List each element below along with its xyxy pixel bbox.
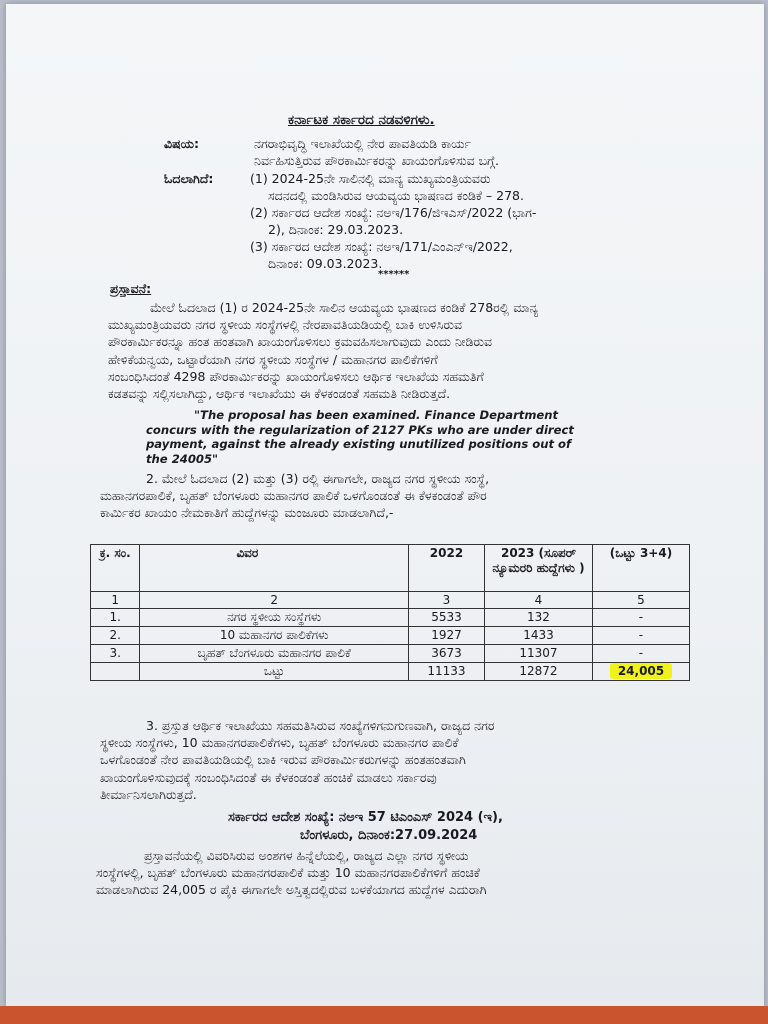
paragraph-3-line: 3. ಪ್ರಸ್ತುತ ಆರ್ಥಿಕ ಇಲಾಖೆಯು ಸಹಮತಿಸಿರುವ ಸಂಖ್ಯೆಗಳಿಗನುಗುಣವಾಗಿ, ರಾಜ್ಯದ ನಗರ <box>146 718 495 733</box>
grand-total-highlight: 24,005 <box>610 663 672 679</box>
paragraph-4-line: ಪ್ರಸ್ತಾವನೆಯಲ್ಲಿ ವಿವರಿಸಿರುವ ಅಂಶಗಳ ಹಿನ್ನೆಲೆಯಲ್ಲಿ, ರಾಜ್ಯದ ಎಲ್ಲಾ ನಗರ ಸ್ಥಳೀಯ <box>144 848 469 863</box>
paragraph-4 <box>96 847 487 899</box>
finance-quote <box>146 408 574 466</box>
paragraph-2-line: ಕಾರ್ಮಿಕರ ಖಾಯಂ ನೇಮಕಾತಿಗೆ ಹುದ್ದೆಗಳನ್ನು ಮಂಜೂರು ಮಾಡಲಾಗಿದೆ,- <box>100 505 394 521</box>
header-serial: ಕ್ರ. ಸಂ. <box>91 545 140 592</box>
subject-line-2: ನಿರ್ವಹಿಸುತ್ತಿರುವ ಪೌರಕಾರ್ಮಿಕರನ್ನು ಖಾಯಂಗೊಳಿಸುವ ಬಗ್ಗೆ. <box>254 153 499 168</box>
order-number: ಸರ್ಕಾರದ ಆದೇಶ ಸಂಖ್ಯೆ: ನಅಇ 57 ಟಿಎಂಎಸ್ 2024 (ಇ), <box>228 810 503 825</box>
order-date: ಬೆಂಗಳೂರು, ದಿನಾಂಕ:27.09.2024 <box>300 828 478 843</box>
preamble-line: ಸಂಬಂಧಿಸಿದಂತೆ 4298 ಪೌರಕಾರ್ಮಿಕರನ್ನು ಖಾಯಂಗೊಳಿಸಲು ಆರ್ಥಿಕ ಇಲಾಖೆಯ ಸಹಮತಿಗೆ <box>108 368 484 384</box>
row-2022: 5533 <box>408 609 484 627</box>
table-total-row <box>91 663 690 681</box>
col-number: 3 <box>408 592 484 609</box>
quote-line: "The proposal has been examined. Finance Department <box>194 408 559 422</box>
table-number-row <box>91 592 690 609</box>
quote-line: the 24005" <box>146 451 219 466</box>
col-number: 4 <box>485 592 593 609</box>
header-2023: 2023 (ಸೂಪರ್ ನ್ಯೂಮರರಿ ಹುದ್ದೆಗಳು ) <box>485 545 593 592</box>
paragraph-2-line: ಮಹಾನಗರಪಾಲಿಕೆ, ಬೃಹತ್ ಬೆಂಗಳೂರು ಮಹಾನಗರ ಪಾಲಿಕೆ ಒಳಗೊಂಡಂತೆ ಈ ಕೆಳಕಂಡಂತೆ ಪೌರ <box>100 488 487 504</box>
preamble-line: ಪೌರಕಾರ್ಮಿಕರನ್ನೂ ಹಂತ ಹಂತವಾಗಿ ಖಾಯಂಗೊಳಿಸಲು ಕ್ರಮವಹಿಸಲಾಗುವುದು ಎಂದು ನೀಡಿರುವ <box>108 334 492 350</box>
header-description: ವಿವರ <box>140 545 408 592</box>
table-header-row <box>91 545 690 592</box>
row-serial: 2. <box>91 627 140 645</box>
paragraph-3-line: ತೀರ್ಮಾನಿಸಲಾಗಿರುತ್ತದೆ. <box>100 786 197 802</box>
grand-total-cell <box>592 663 689 681</box>
preamble-line: ಮುಖ್ಯಮಂತ್ರಿಯವರು ನಗರ ಸ್ಥಳೀಯ ಸಂಸ್ಥೆಗಳಲ್ಲಿ ನೇರಪಾವತಿಯಡಿಯಲ್ಲಿ ಬಾಕಿ ಉಳಿಸಿರುವ <box>108 317 462 333</box>
row-2022: 3673 <box>408 645 484 663</box>
subject-label: ವಿಷಯ: <box>164 136 199 151</box>
separator-stars: ****** <box>378 269 410 280</box>
reference-1-line-2: ಸದನದಲ್ಲಿ ಮಂಡಿಸಿರುವ ಆಯವ್ಯಯ ಭಾಷಣದ ಕಂಡಿಕೆ – 278. <box>268 188 524 203</box>
document-page <box>6 4 764 1008</box>
row-description: ನಗರ ಸ್ಥಳೀಯ ಸಂಸ್ಥೆಗಳು <box>140 609 408 627</box>
row-total: - <box>592 645 689 663</box>
row-description: 10 ಮಹಾನಗರ ಪಾಲಿಕೆಗಳು <box>140 627 408 645</box>
row-total: - <box>592 609 689 627</box>
paragraph-4-line: ಮಾಡಲಾಗಿರುವ 24,005 ರ ಪೈಕಿ ಈಗಾಗಲೇ ಅಸ್ತಿತ್ವದಲ್ಲಿರುವ ಬಳಕೆಯಾಗದ ಹುದ್ದೆಗಳ ಎದುರಾಗಿ <box>96 882 487 898</box>
quote-line: payment, against the already existing unutilized positions out of <box>146 437 572 451</box>
row-total: - <box>592 627 689 645</box>
header-2022: 2022 <box>408 545 484 592</box>
paragraph-2-line: 2. ಮೇಲೆ ಓದಲಾದ (2) ಮತ್ತು (3) ರಲ್ಲಿ ಈಗಾಗಲೇ, ರಾಜ್ಯದ ನಗರ ಸ್ಥಳೀಯ ಸಂಸ್ಥೆ, <box>146 471 490 486</box>
paragraph-4-line: ಸಂಸ್ಥೆಗಳಲ್ಲಿ, ಬೃಹತ್ ಬೆಂಗಳೂರು ಮಹಾನಗರಪಾಲಿಕೆ ಮತ್ತು 10 ಮಹಾನಗರಪಾಲಿಕೆಗಳಿಗೆ ಹಂಚಿಕೆ <box>96 865 480 881</box>
table-row <box>91 627 690 645</box>
row-serial: 1. <box>91 609 140 627</box>
subject-line-1: ನಗರಾಭಿವೃದ್ಧಿ ಇಲಾಖೆಯಲ್ಲಿ ನೇರ ಪಾವತಿಯಡಿ ಕಾರ್ಯ <box>254 136 471 151</box>
row-2023: 1433 <box>485 627 593 645</box>
row-serial: 3. <box>91 645 140 663</box>
table-row <box>91 609 690 627</box>
page-title: ಕರ್ನಾಟಕ ಸರ್ಕಾರದ ನಡವಳಿಗಳು. <box>288 112 435 128</box>
preamble-paragraph <box>108 299 538 402</box>
row-2023: 11307 <box>485 645 593 663</box>
posts-table <box>90 544 690 681</box>
preamble-heading: ಪ್ರಸ್ತಾವನೆ: <box>110 281 152 296</box>
reference-1-line-1: (1) 2024-25ನೇ ಸಾಲಿನಲ್ಲಿ ಮಾನ್ಯ ಮುಖ್ಯಮಂತ್ರಿಯವರು <box>250 171 491 186</box>
col-number: 1 <box>91 592 140 609</box>
paragraph-3-line: ಖಾಯಂಗೊಳಿಸುವುದಕ್ಕೆ ಸಂಬಂಧಿಸಿದಂತೆ ಈ ಕೆಳಕಂಡಂತೆ ಹಂಚಿಕೆ ಮಾಡಲು ಸರ್ಕಾರವು <box>100 769 437 785</box>
total-label: ಒಟ್ಟು <box>140 663 408 681</box>
preamble-line: ಹೇಳಿಕೆಯನ್ವಯ, ಒಟ್ಟಾರೆಯಾಗಿ ನಗರ ಸ್ಥಳೀಯ ಸಂಸ್ಥೆಗಳ / ಮಹಾನಗರ ಪಾಲಿಕೆಗಳಿಗೆ <box>108 351 438 367</box>
preamble-line: ಕಡತವನ್ನು ಸಲ್ಲಿಸಲಾಗಿದ್ದು, ಆರ್ಥಿಕ ಇಲಾಖೆಯು ಈ ಕೆಳಕಂಡಂತೆ ಸಹಮತಿ ನೀಡಿರುತ್ತದೆ. <box>108 386 451 402</box>
paragraph-3-line: ಒಳಗೊಂಡಂತೆ ನೇರ ಪಾವತಿಯಡಿಯಲ್ಲಿ ಬಾಕಿ ಇರುವ ಪೌರಕಾರ್ಮಿಕರುಗಳನ್ನು ಹಂತಹಂತವಾಗಿ <box>100 752 466 768</box>
total-2022: 11133 <box>408 663 484 681</box>
paragraph-3 <box>100 717 494 803</box>
total-empty-cell <box>91 663 140 681</box>
row-2022: 1927 <box>408 627 484 645</box>
reference-2-line-2: 2), ದಿನಾಂಕ: 29.03.2023. <box>268 222 404 237</box>
reference-2-line-1: (2) ಸರ್ಕಾರದ ಆದೇಶ ಸಂಖ್ಯೆ: ನಅಇ/176/ಜಿಇಎಸ್/2022 (ಭಾಗ- <box>250 205 537 220</box>
paragraph-2 <box>100 470 489 522</box>
col-number: 5 <box>592 592 689 609</box>
reference-3-line-1: (3) ಸರ್ಕಾರದ ಆದೇಶ ಸಂಖ್ಯೆ: ನಅಇ/171/ಎಂಎನ್‌ಇ/2022, <box>250 239 513 254</box>
background-surface <box>0 1006 768 1024</box>
header-total: (ಒಟ್ಟು 3+4) <box>592 545 689 592</box>
table-row <box>91 645 690 663</box>
preamble-line: ಮೇಲೆ ಓದಲಾದ (1) ರ 2024-25ನೇ ಸಾಲಿನ ಆಯವ್ಯಯ ಭಾಷಣದ ಕಂಡಿಕೆ 278ರಲ್ಲಿ ಮಾನ್ಯ <box>150 300 539 315</box>
references-label: ಓದಲಾಗಿದೆ: <box>164 171 214 186</box>
row-2023: 132 <box>485 609 593 627</box>
quote-line: concurs with the regularization of 2127 PKs who are under direct <box>146 422 574 437</box>
total-2023: 12872 <box>485 663 593 681</box>
row-description: ಬೃಹತ್ ಬೆಂಗಳೂರು ಮಹಾನಗರ ಪಾಲಿಕೆ <box>140 645 408 663</box>
col-number: 2 <box>140 592 408 609</box>
paragraph-3-line: ಸ್ಥಳೀಯ ಸಂಸ್ಥೆಗಳು, 10 ಮಹಾನಗರಪಾಲಿಕೆಗಳು, ಬೃಹತ್ ಬೆಂಗಳೂರು ಮಹಾನಗರ ಪಾಲಿಕೆ <box>100 735 459 751</box>
reference-3-line-2: ದಿನಾಂಕ: 09.03.2023. <box>268 256 383 271</box>
